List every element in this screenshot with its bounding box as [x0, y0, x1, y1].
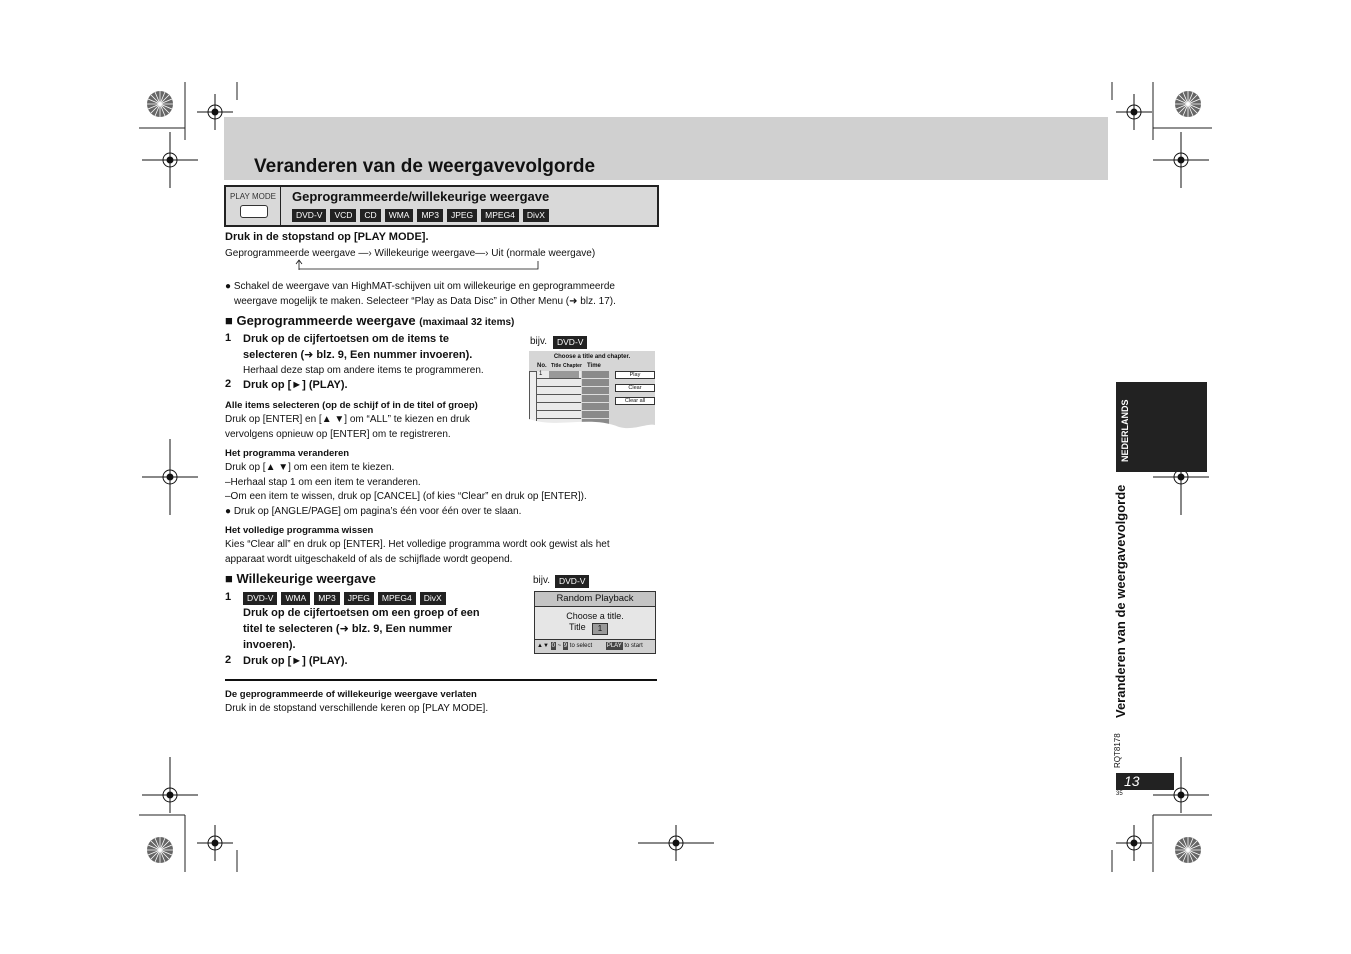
- subheading: Alle items selecteren (op de schijf of in de titel of groep): [225, 400, 478, 411]
- step-number: 2: [225, 378, 232, 390]
- subheading: De geprogrammeerde of willekeurige weergave verlaten: [225, 689, 477, 700]
- footer-text: ~: [557, 643, 562, 649]
- example-badge-wrap: [555, 575, 593, 588]
- footer-text: to start: [624, 643, 643, 649]
- starburst-mark: [147, 91, 173, 117]
- up-down-arrows-icon: ▲▼: [537, 643, 549, 649]
- disc-badge: DVD-V: [243, 592, 277, 605]
- note-text: Druk op [ANGLE/PAGE] om pagina’s één voor één over te slaan.: [233, 506, 522, 517]
- play-mode-key-illustration: [226, 187, 281, 225]
- disc-badge: MP3: [314, 592, 339, 605]
- note-text: Schakel de weergave van HighMAT-schijven uit om willekeurige en geprogrammeerde: [233, 281, 615, 292]
- disc-badge: WMA: [385, 209, 414, 222]
- example-badge-wrap: [553, 336, 591, 349]
- column-header: Time: [587, 363, 601, 369]
- page-title: Veranderen van de weergavevolgorde: [254, 156, 596, 177]
- step-number: 1: [225, 332, 232, 344]
- registration-mark: [142, 132, 198, 188]
- registration-mark: [142, 757, 198, 813]
- sheet-number: 35: [1116, 791, 1123, 797]
- column-header: Title: [551, 363, 562, 369]
- registration-mark: [1116, 94, 1152, 130]
- screen-title: Choose a title and chapter.: [553, 354, 631, 360]
- starburst-mark: [1175, 837, 1201, 863]
- step-line: selecteren (➜ blz. 9, Een nummer invoeren).: [243, 349, 473, 361]
- registration-mark: [142, 439, 198, 515]
- model-code: RQT8178: [1113, 733, 1122, 768]
- language-label: NEDERLANDS: [1120, 399, 1130, 462]
- step-number: 2: [225, 654, 232, 666]
- registration-mark: [1153, 132, 1209, 188]
- step-text: Druk op [►] (PLAY).: [243, 655, 348, 667]
- heading-text: Geprogrammeerde weergave: [236, 313, 416, 328]
- step-line: Druk op de cijfertoetsen om de items te: [243, 333, 449, 345]
- step-text: Druk op [►] (PLAY).: [243, 379, 348, 391]
- example-label: bijv.: [530, 336, 548, 347]
- step-line: titel te selecteren (➜ blz. 9, Een nummer: [243, 623, 453, 635]
- disc-badge: MP3: [417, 209, 442, 222]
- disc-badge: WMA: [281, 592, 310, 605]
- cycle-step: Uit (normale weergave): [491, 248, 596, 259]
- cycle-arrow: —›: [475, 248, 489, 259]
- clear-button: Clear: [615, 384, 655, 392]
- disc-badge: DVD-V: [553, 336, 587, 349]
- note-text: weergave mogelijk te maken. Selecteer “Play as Data Disc” in Other Menu (➜ blz. 17).: [234, 296, 616, 307]
- step-text: [243, 331, 472, 363]
- starburst-mark: [147, 837, 173, 863]
- paragraph-line: Druk in de stopstand verschillende keren op [PLAY MODE].: [225, 703, 489, 714]
- title-value-box: 1: [592, 623, 608, 635]
- heading-text: Willekeurige weergave: [236, 571, 376, 586]
- random-screen-illustration: [534, 591, 656, 654]
- cycle-return-arrow-icon: [295, 259, 545, 271]
- disc-badge: CD: [360, 209, 380, 222]
- remote-button-icon: [240, 205, 268, 218]
- page-number: 13: [1124, 773, 1140, 789]
- step-line: Druk op de cijfertoetsen om een groep of een: [243, 607, 480, 619]
- disc-badge: DivX: [420, 592, 446, 605]
- row-number: 1: [539, 371, 543, 377]
- paragraph-line: vervolgens opnieuw op [ENTER] om te registreren.: [225, 429, 451, 440]
- cycle-arrow: —›: [358, 248, 372, 259]
- step-number: 1: [225, 591, 232, 603]
- disc-badge: MPEG4: [481, 209, 519, 222]
- example-label: bijv.: [533, 575, 551, 586]
- heading-note: (maximaal 32 items): [419, 317, 515, 328]
- random-heading: ■ Willekeurige weergave: [225, 571, 376, 586]
- paragraph-line: –Herhaal stap 1 om een item te veranderen.: [225, 477, 421, 488]
- play-button: Play: [615, 371, 655, 379]
- intro-instruction: Druk in de stopstand op [PLAY MODE].: [225, 231, 429, 243]
- screen-prompt: Choose a title.: [566, 611, 624, 621]
- key-badge: 0: [551, 643, 555, 649]
- starburst-mark: [1175, 91, 1201, 117]
- key-badge: PLAY: [606, 643, 622, 649]
- disc-badge: DVD-V: [292, 209, 326, 222]
- registration-mark: [197, 825, 233, 861]
- registration-mark: [638, 825, 714, 861]
- paragraph-line: Kies “Clear all” en druk op [ENTER]. Het volledige programma wordt ook gewist als het: [225, 539, 610, 550]
- side-title: Veranderen van de weergavevolgorde: [1113, 484, 1128, 718]
- disc-badge: MPEG4: [378, 592, 416, 605]
- step-text: [243, 605, 480, 653]
- screen-header: Random Playback: [535, 592, 655, 607]
- key-badge: 9: [563, 643, 568, 649]
- paragraph-line: apparaat wordt uitgeschakeld of als de schijflade wordt geopend.: [225, 554, 513, 565]
- section-title: Geprogrammeerde/willekeurige weergave: [292, 189, 550, 204]
- selected-row: [549, 371, 579, 378]
- play-mode-key-label: PLAY MODE: [230, 192, 276, 201]
- disc-type-badges: [243, 592, 450, 605]
- paragraph-line: Druk op [▲ ▼] om een item te kiezen.: [225, 462, 395, 473]
- paragraph-line: Druk op [ENTER] en [▲ ▼] om “ALL” te kiezen en druk: [225, 414, 470, 425]
- disc-type-badges: [292, 209, 553, 222]
- disc-badge: DVD-V: [555, 575, 589, 588]
- registration-mark: [1116, 825, 1152, 861]
- program-screen-illustration: [529, 351, 655, 431]
- step-subtext: Herhaal deze stap om andere items te programmeren.: [243, 365, 484, 376]
- torn-edge: [529, 413, 655, 431]
- paragraph-line: –Om een item te wissen, druk op [CANCEL] (of kies “Clear” en druk op [ENTER]).: [225, 491, 587, 502]
- clear-all-button: Clear all: [615, 397, 655, 405]
- column-header: Chapter: [563, 363, 582, 369]
- note-bullet: ● Druk op [ANGLE/PAGE] om pagina’s één voor één over te slaan.: [225, 506, 522, 517]
- disc-badge: DivX: [523, 209, 549, 222]
- play-mode-box: [224, 185, 659, 227]
- note-bullet: ● Schakel de weergave van HighMAT-schijven uit om willekeurige en geprogrammeerde: [225, 281, 615, 292]
- footer-text: to select: [569, 643, 593, 649]
- cycle-step: Willekeurige weergave: [374, 248, 476, 259]
- section-divider: [225, 679, 657, 681]
- subheading: Het volledige programma wissen: [225, 525, 374, 536]
- column-header: No.: [537, 363, 547, 369]
- subheading: Het programma veranderen: [225, 448, 350, 459]
- disc-badge: VCD: [330, 209, 356, 222]
- programmed-heading: ■ Geprogrammeerde weergave (maximaal 32 items): [225, 313, 515, 328]
- cycle-step: Geprogrammeerde weergave: [225, 248, 356, 259]
- step-line: invoeren).: [243, 639, 296, 651]
- disc-badge: JPEG: [344, 592, 374, 605]
- screen-footer: [535, 639, 655, 653]
- title-label: Title: [569, 622, 586, 632]
- disc-badge: JPEG: [447, 209, 477, 222]
